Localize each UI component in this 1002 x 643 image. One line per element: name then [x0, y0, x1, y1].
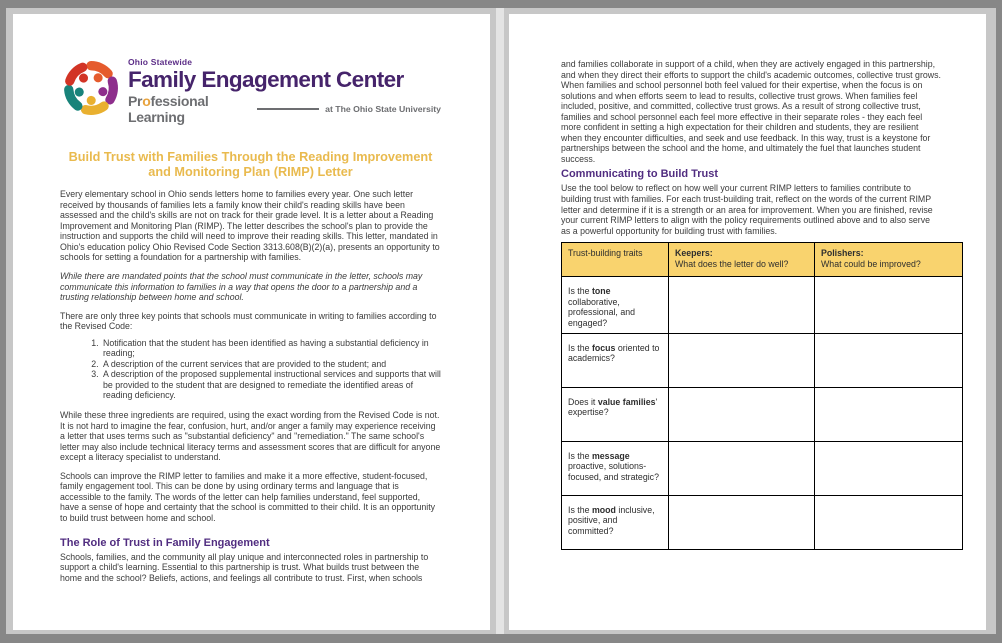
key-points-list — [60, 338, 441, 401]
keepers-cell — [669, 333, 815, 387]
table-row-message — [562, 441, 963, 495]
polishers-cell — [815, 441, 963, 495]
trait-cell: Is the mood inclusive, positive, and committed? — [562, 495, 669, 549]
page-gap — [496, 8, 504, 634]
table-row-mood — [562, 495, 963, 549]
list-item: 1. Notification that the student has been identified as having a substantial deficiency in reading; — [101, 338, 441, 359]
table-row-focus — [562, 333, 963, 387]
paragraph: There are only three key points that schools must communicate in writing to families according to the Revised Code: — [60, 310, 437, 332]
org-logo — [60, 57, 441, 125]
logo-subtitle: Professional Learning — [128, 93, 209, 126]
table-header-keepers: Keepers: What does the letter do well? — [669, 243, 815, 277]
logo-divider-line — [257, 108, 319, 110]
document-page-2 — [509, 14, 986, 630]
paragraph: Every elementary school in Ohio sends letters home to families every year. One such letter received by thousands of families lets a family know their child's reading skills have been assessed and the child's skills are not on track for their grade level. It is a letter about a Reading Improvement and Monitoring Plan (RIMP). The letter describes the school's plan to provide the instruction and supports the child will need to improve their reading skills. This letter, mandated in Ohio's education policy Ohio Revised Code Section 3313.608(B)(2)(a), presents an opportunity to schools for setting a foundation for a partnership with families. — [60, 189, 440, 263]
keepers-cell — [669, 277, 815, 333]
table-row-value — [562, 387, 963, 441]
paragraph: Use the tool below to reflect on how well your current RIMP letters to families contribute to building trust with families. For each trust-building trait, reflect on the words of the current RIMP letter and determine if it is a strength or an area for improvement. When you are finished, revise your current RIMP letters to align with the policy requirements outlined above and to also serve as a powerful opportunity for building trust with families. — [561, 183, 933, 236]
polishers-cell — [815, 333, 963, 387]
trust-reflection-table — [561, 242, 963, 549]
keepers-cell — [669, 441, 815, 495]
keepers-cell — [669, 495, 815, 549]
document-page-1 — [13, 14, 490, 630]
paragraph: Schools, families, and the community all play unique and interconnected roles in partnership to support a child's learning. Essential to this partnership is trust. What builds trust between the home and the school? Beliefs, actions, and feelings all contribute to trust. First, when schools — [60, 551, 429, 583]
paragraph: Schools can improve the RIMP letter to families and make it a more effective, student-focused, family engagement tool. This can be done by using ordinary terms and language that is accessible to the family. The words of the letter can help families understand, feel supported, have a sense of hope and certainty that the school is committed to their child. It is an opportunity to build trust between home and school. — [60, 470, 436, 523]
logo-title: Family Engagement Center — [128, 67, 404, 92]
list-item: 3. A description of the proposed supplemental instructional services and supports that will be provided to the student that are designed to remediate the identified areas of reading deficiency. — [101, 369, 441, 401]
keepers-cell — [669, 387, 815, 441]
section-heading-communicating: Communicating to Build Trust — [561, 168, 719, 181]
list-item: 2. A description of the current services that are provided to the student; and — [101, 359, 441, 370]
paragraph: While these three ingredients are required, using the exact wording from the Revised Code is not. It is not hard to imagine the fear, confusion, hurt, and/or anger a family may experience receiving a letter that uses terms such as "substantial deficiency" and "remediation." The same school's letter may also include technical literacy terms and assessment scores that are difficult for anyone except a literacy specialist to understand. — [60, 410, 441, 463]
paragraph: and families collaborate in support of a child, when they are actively engaged in this partnership, and when they direct their efforts to support the child's academic outcomes, collective trust grows. When families and school personnel both feel valued for their expertise, when the focus is on solutions and when efforts seem to lead to results, collective trust grows. When families feel included, positive, and committed, collective trust grows. As a result of strong collective trust, families and school personnel each feel more effective in their separate roles - they each feel more confident in setting a high expectation for their children and students, they are resilient when they encounter difficulties, and seek and use feedback. In this way, trust is a keystone for partnerships between the school and the home, and ultimately the fuel that launches student success. — [561, 59, 941, 164]
document-title: Build Trust with Families Through the Reading Improvement and Monitoring Plan (RIMP) Letter — [68, 150, 433, 180]
polishers-cell — [815, 277, 963, 333]
polishers-cell — [815, 495, 963, 549]
people-circle-logo-icon — [60, 57, 122, 119]
table-header-traits: Trust-building traits — [562, 243, 669, 277]
section-heading-role-of-trust: The Role of Trust in Family Engagement — [60, 536, 270, 549]
table-header-polishers: Polishers: What could be improved? — [815, 243, 963, 277]
trait-cell: Is the focus oriented to academics? — [562, 333, 669, 387]
trait-cell: Is the tone collaborative, professional, and engaged? — [562, 277, 669, 333]
logo-affiliation: at The Ohio State University — [325, 104, 441, 115]
logo-eyebrow: Ohio Statewide — [128, 57, 193, 67]
table-row-tone — [562, 277, 963, 333]
trait-cell: Is the message proactive, solutions-focused, and strategic? — [562, 441, 669, 495]
trait-cell: Does it value families' expertise? — [562, 387, 669, 441]
lightbulb-icon: o — [142, 93, 151, 110]
polishers-cell — [815, 387, 963, 441]
paragraph-italic: While there are mandated points that the school must communicate in the letter, schools may communicate this information to families in a way that opens the door to a partnership and a trusting relationship between home and school. — [60, 271, 423, 303]
